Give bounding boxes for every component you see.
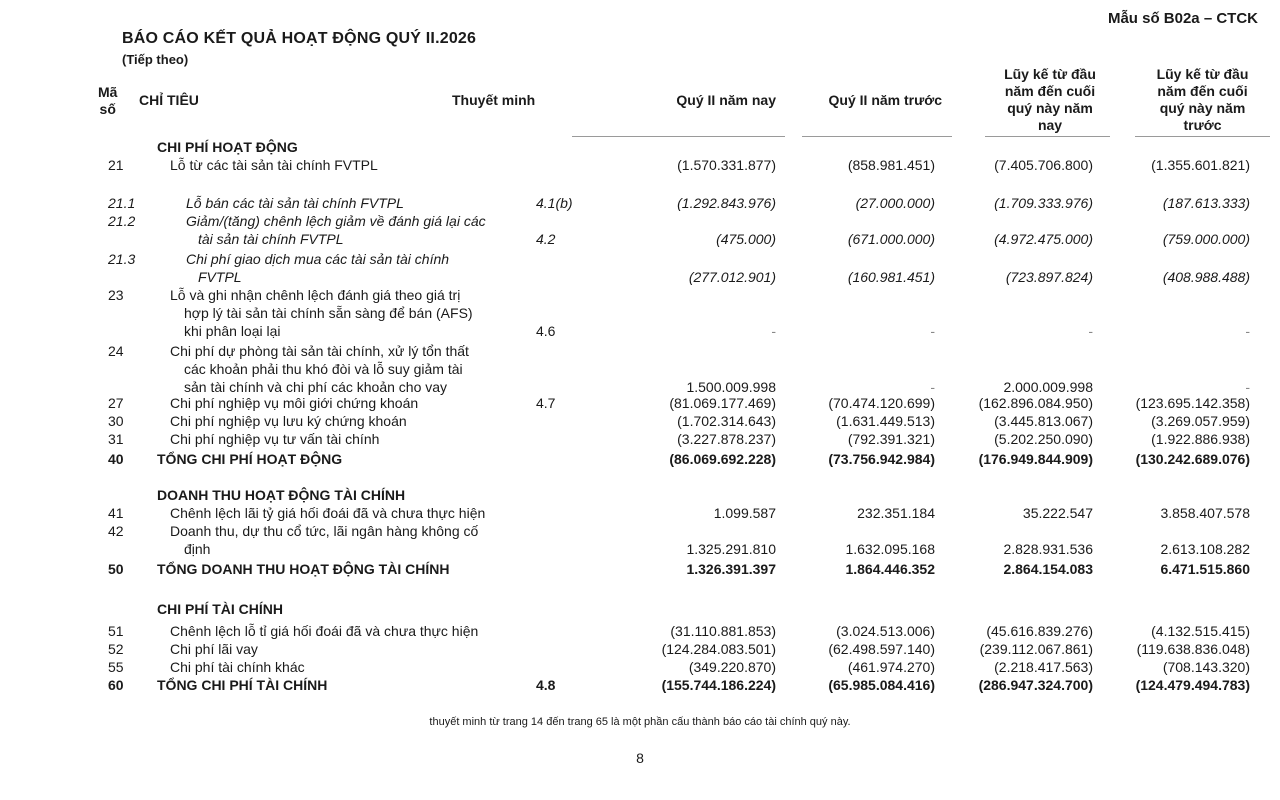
table-row xyxy=(0,212,1280,248)
row-value: - xyxy=(930,379,935,395)
row-code: 51 xyxy=(108,623,124,639)
row-value: (4.132.515.415) xyxy=(1151,623,1250,639)
row-value: 1.500.009.998 xyxy=(686,379,776,395)
row-code: 41 xyxy=(108,505,124,521)
row-value: (723.897.824) xyxy=(1005,269,1093,285)
header-line: Lũy kế từ đầu xyxy=(1004,66,1096,82)
row-note: 4.1(b) xyxy=(536,195,573,211)
header-prior-quarter: Quý II năm trước xyxy=(828,92,942,108)
row-value: 2.613.108.282 xyxy=(1160,541,1250,557)
row-value: 2.828.931.536 xyxy=(1003,541,1093,557)
row-code: 23 xyxy=(108,287,124,303)
row-label: Chi phí nghiệp vụ tư vấn tài chính xyxy=(170,431,380,447)
header-line: quý này năm xyxy=(1159,100,1246,116)
header-note: Thuyết minh xyxy=(452,92,536,108)
row-value: (475.000) xyxy=(716,231,776,247)
table-row xyxy=(0,640,1280,658)
row-value: (792.391.321) xyxy=(847,431,935,447)
row-label: CHI PHÍ HOẠT ĐỘNG xyxy=(157,139,298,155)
row-label: Chi phí dự phòng tài sản tài chính, xử lý tổn thất xyxy=(170,343,469,359)
row-code: 60 xyxy=(108,677,124,693)
row-value: (408.988.488) xyxy=(1162,269,1250,285)
row-label: TỔNG CHI PHÍ HOẠT ĐỘNG xyxy=(157,451,343,467)
row-code: 21.2 xyxy=(108,213,136,229)
row-value: - xyxy=(771,323,776,339)
row-label: DOANH THU HOẠT ĐỘNG TÀI CHÍNH xyxy=(157,487,406,503)
row-code: 21.1 xyxy=(108,195,136,211)
table-row xyxy=(0,430,1280,448)
row-label: Lỗ bán các tài sản tài chính FVTPL xyxy=(186,195,404,211)
row-label: khi phân loại lại xyxy=(184,323,281,339)
row-value: (27.000.000) xyxy=(855,195,935,211)
row-value: - xyxy=(1245,379,1250,395)
row-value: (461.974.270) xyxy=(847,659,935,675)
row-value: (1.292.843.976) xyxy=(677,195,776,211)
row-label: Doanh thu, dự thu cổ tức, lãi ngân hàng không cố xyxy=(170,523,479,539)
table-row xyxy=(0,658,1280,676)
row-value: (1.922.886.938) xyxy=(1151,431,1250,447)
report-subtitle: (Tiếp theo) xyxy=(122,52,189,67)
row-value: 1.099.587 xyxy=(713,505,776,521)
row-code: 31 xyxy=(108,431,124,447)
row-value: (187.613.333) xyxy=(1162,195,1250,211)
table-row xyxy=(0,412,1280,430)
row-value: 3.858.407.578 xyxy=(1160,505,1250,521)
header-code-line: Mã xyxy=(98,84,118,100)
row-value: (3.227.878.237) xyxy=(677,431,776,447)
row-value: (3.269.057.959) xyxy=(1151,413,1250,429)
row-value: (708.143.320) xyxy=(1162,659,1250,675)
table-row xyxy=(0,622,1280,640)
table-row xyxy=(0,194,1280,212)
row-value: (1.631.449.513) xyxy=(836,413,935,429)
row-value: (124.284.083.501) xyxy=(661,641,776,657)
row-value: (1.570.331.877) xyxy=(677,157,776,173)
table-row xyxy=(0,486,1280,504)
row-value: 35.222.547 xyxy=(1022,505,1093,521)
row-label: Chi phí giao dịch mua các tài sản tài chính xyxy=(186,251,450,267)
row-value: (70.474.120.699) xyxy=(828,395,935,411)
table-row xyxy=(0,286,1280,340)
row-value: (2.218.417.563) xyxy=(994,659,1093,675)
footer-note: thuyết minh từ trang 14 đến trang 65 là một phần cấu thành báo cáo tài chính quý này. xyxy=(429,716,851,728)
header-line: trước xyxy=(1183,117,1222,133)
row-value: - xyxy=(1245,323,1250,339)
row-label: Chi phí tài chính khác xyxy=(170,659,305,675)
row-value: - xyxy=(1088,323,1093,339)
row-value: 6.471.515.860 xyxy=(1160,561,1250,577)
report-title: BÁO CÁO KẾT QUẢ HOẠT ĐỘNG QUÝ II.2026 xyxy=(122,30,477,47)
table-row xyxy=(0,250,1280,286)
row-value: 2.864.154.083 xyxy=(1003,561,1093,577)
row-value: (5.202.250.090) xyxy=(994,431,1093,447)
form-code: Mẫu số B02a – CTCK xyxy=(1107,10,1258,27)
header-line: năm đến cuối xyxy=(1004,83,1096,99)
row-value: (45.616.839.276) xyxy=(986,623,1093,639)
row-code: 40 xyxy=(108,451,124,467)
row-value: - xyxy=(930,323,935,339)
row-value: 232.351.184 xyxy=(857,505,935,521)
table-row xyxy=(0,560,1280,578)
row-label: Chênh lệch lãi tỷ giá hối đoái đã và chưa thực hiện xyxy=(170,505,486,521)
row-value: 1.632.095.168 xyxy=(845,541,935,557)
row-value: (130.242.689.076) xyxy=(1135,451,1250,467)
row-value: (119.638.836.048) xyxy=(1136,641,1250,657)
table-row xyxy=(0,138,1280,156)
table-row xyxy=(0,676,1280,694)
table-row xyxy=(0,342,1280,396)
row-value: (3.024.513.006) xyxy=(836,623,935,639)
row-code: 50 xyxy=(108,561,124,577)
header-underline xyxy=(985,136,1110,137)
header-underline xyxy=(572,136,785,137)
page-number: 8 xyxy=(636,750,644,766)
row-label: FVTPL xyxy=(198,269,242,285)
row-value: (1.355.601.821) xyxy=(1151,157,1250,173)
row-value: (3.445.813.067) xyxy=(994,413,1093,429)
row-value: (73.756.942.984) xyxy=(828,451,935,467)
row-value: (81.069.177.469) xyxy=(669,395,776,411)
row-note: 4.8 xyxy=(536,677,556,693)
row-note: 4.7 xyxy=(536,395,556,411)
row-label: Giảm/(tăng) chênh lệch giảm về đánh giá lại các xyxy=(186,213,486,229)
row-value: (1.702.314.643) xyxy=(677,413,776,429)
row-value: (277.012.901) xyxy=(688,269,776,285)
table-row xyxy=(0,522,1280,558)
row-code: 55 xyxy=(108,659,124,675)
row-label: sản tài chính và chi phí các khoản cho vay xyxy=(184,379,448,395)
row-label: hợp lý tài sản tài chính sẵn sàng để bán (AFS) xyxy=(184,305,473,321)
row-label: TỔNG DOANH THU HOẠT ĐỘNG TÀI CHÍNH xyxy=(157,561,450,577)
row-value: (858.981.451) xyxy=(847,157,935,173)
row-code: 21.3 xyxy=(108,251,136,267)
table-row xyxy=(0,504,1280,522)
row-label: định xyxy=(184,541,211,557)
row-code: 52 xyxy=(108,641,124,657)
row-label: các khoản phải thu khó đòi và lỗ suy giảm tài xyxy=(184,361,463,377)
row-label: CHI PHÍ TÀI CHÍNH xyxy=(157,601,283,617)
row-value: (124.479.494.783) xyxy=(1135,677,1250,693)
row-value: (286.947.324.700) xyxy=(978,677,1093,693)
row-label: Lỗ và ghi nhận chênh lệch đánh giá theo giá trị xyxy=(170,287,461,303)
row-note: 4.6 xyxy=(536,323,556,339)
header-ytd-prior xyxy=(1135,66,1270,134)
row-value: 1.325.291.810 xyxy=(686,541,776,557)
row-code: 30 xyxy=(108,413,124,429)
row-value: (759.000.000) xyxy=(1162,231,1250,247)
row-value: (239.112.067.861) xyxy=(979,641,1093,657)
row-value: (123.695.142.358) xyxy=(1135,395,1250,411)
header-line: quý này năm xyxy=(1007,100,1093,116)
table-row xyxy=(0,450,1280,468)
row-label: Chi phí nghiệp vụ môi giới chứng khoán xyxy=(170,395,419,411)
row-label: Chi phí nghiệp vụ lưu ký chứng khoán xyxy=(170,413,407,429)
header-code-line: số xyxy=(99,101,116,117)
row-value: (31.110.881.853) xyxy=(670,623,776,639)
row-value: (160.981.451) xyxy=(847,269,935,285)
row-value: 1.864.446.352 xyxy=(845,561,935,577)
row-value: (7.405.706.800) xyxy=(994,157,1093,173)
row-value: (65.985.084.416) xyxy=(828,677,935,693)
row-value: (671.000.000) xyxy=(847,231,935,247)
row-value: (4.972.475.000) xyxy=(994,231,1093,247)
header-code xyxy=(98,84,117,118)
row-label: Chênh lệch lỗ tỉ giá hối đoái đã và chưa thực hiện xyxy=(170,623,479,639)
header-ytd-current xyxy=(985,66,1115,134)
header-underline xyxy=(802,136,952,137)
row-value: (162.896.084.950) xyxy=(978,395,1093,411)
row-value: (349.220.870) xyxy=(688,659,776,675)
row-label: Lỗ từ các tài sản tài chính FVTPL xyxy=(170,157,378,173)
header-line: nay xyxy=(1037,117,1063,133)
header-line: Lũy kế từ đầu xyxy=(1156,66,1249,82)
row-code: 42 xyxy=(108,523,124,539)
row-value: (155.744.186.224) xyxy=(661,677,776,693)
row-label: TỔNG CHI PHÍ TÀI CHÍNH xyxy=(157,677,328,693)
row-label: tài sản tài chính FVTPL xyxy=(198,231,344,247)
row-code: 21 xyxy=(108,157,124,173)
row-value: 2.000.009.998 xyxy=(1003,379,1093,395)
table-row xyxy=(0,156,1280,174)
row-value: (86.069.692.228) xyxy=(669,451,776,467)
header-line: năm đến cuối xyxy=(1157,83,1248,99)
header-current-quarter: Quý II năm nay xyxy=(676,92,776,108)
table-row xyxy=(0,600,1280,618)
row-code: 24 xyxy=(108,343,124,359)
row-label: Chi phí lãi vay xyxy=(170,641,258,657)
row-note: 4.2 xyxy=(536,231,556,247)
row-value: (1.709.333.976) xyxy=(994,195,1093,211)
row-value: (62.498.597.140) xyxy=(828,641,935,657)
table-row xyxy=(0,394,1280,412)
row-value: 1.326.391.397 xyxy=(686,561,776,577)
header-underline xyxy=(1135,136,1270,137)
row-code: 27 xyxy=(108,395,124,411)
header-item: CHỈ TIÊU xyxy=(139,92,199,108)
row-value: (176.949.844.909) xyxy=(978,451,1093,467)
